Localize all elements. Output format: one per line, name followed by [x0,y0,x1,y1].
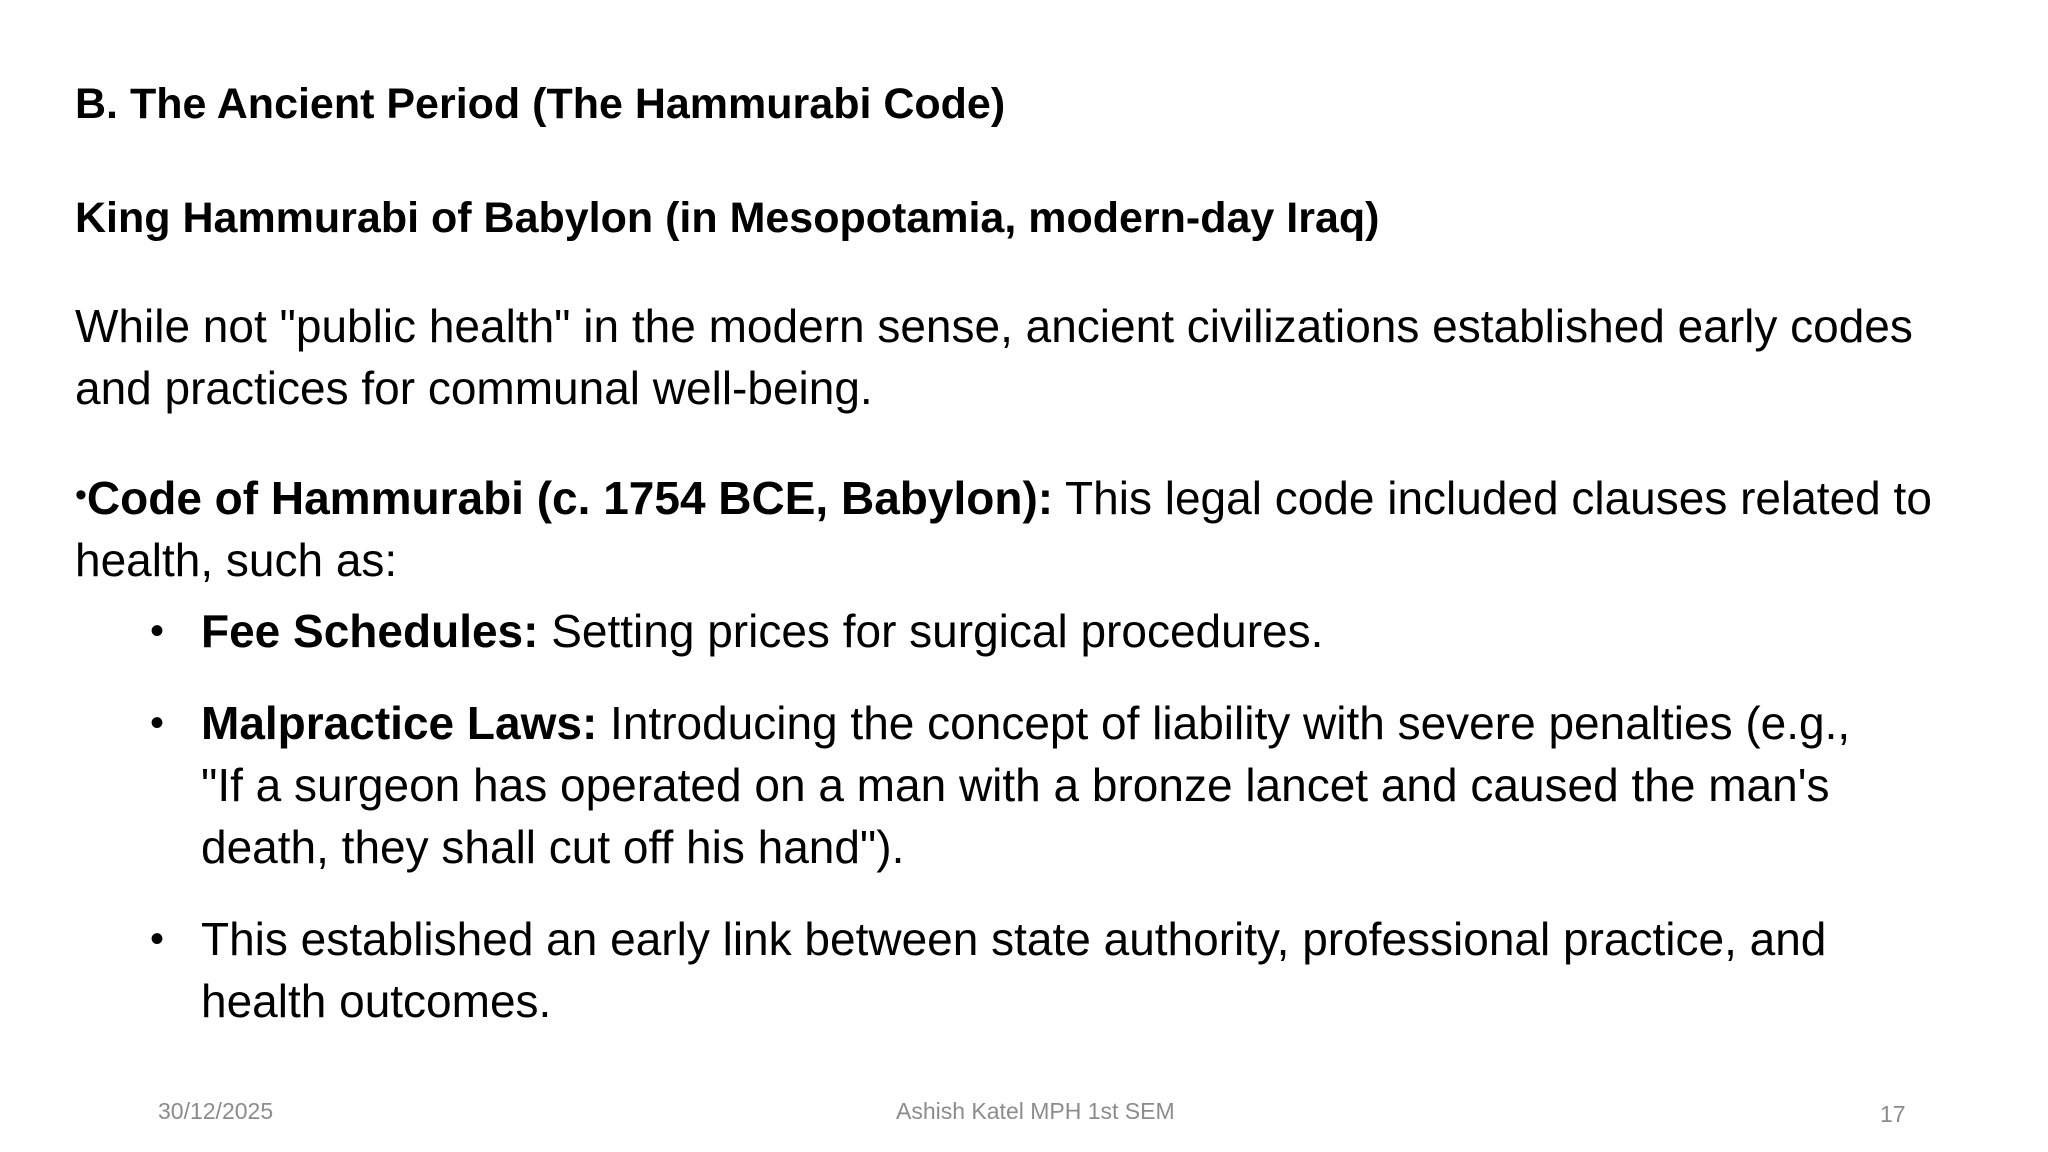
item-label: Malpractice Laws: [201,697,598,749]
bullet-icon: • [150,609,165,653]
bullet-icon: • [75,476,87,514]
intro-paragraph: While not "public health" in the modern sense, ancient civilizations established early codes and practices for communal well-being. [75,300,1913,414]
list-item-fee-schedules [150,600,1880,662]
item-label: Fee Schedules: [201,605,539,657]
bullet-icon: • [150,917,165,961]
footer-date: 30/12/2025 [158,1098,274,1124]
code-label: Code of Hammurabi (c. 1754 BCE, Babylon): [86,472,1054,524]
item-text: Setting prices for surgical procedures. [538,605,1324,657]
code-of-hammurabi-paragraph [75,464,1935,591]
footer-author: Ashish Katel MPH 1st SEM [896,1098,1175,1124]
code-text: This legal code included clauses related to health, such as: [75,472,1932,586]
item-text: Introducing the concept of liability with severe penalties (e.g., "If a surgeon has operated on a man with a bronze lancet and caused the man's death, they shall cut off his hand"). [201,697,1851,873]
bullet-icon: • [150,701,165,745]
health-clauses-list [150,600,1880,1062]
item-text: This established an early link between state authority, professional practice, and health outcomes. [201,913,1827,1027]
list-item-early-link [150,908,1880,1032]
section-title: B. The Ancient Period (The Hammurabi Code) [75,80,1006,128]
list-item-malpractice-laws [150,692,1880,878]
page-number: 17 [1880,1101,1906,1127]
slide-subtitle: King Hammurabi of Babylon (in Mesopotamia, modern-day Iraq) [75,194,1380,242]
